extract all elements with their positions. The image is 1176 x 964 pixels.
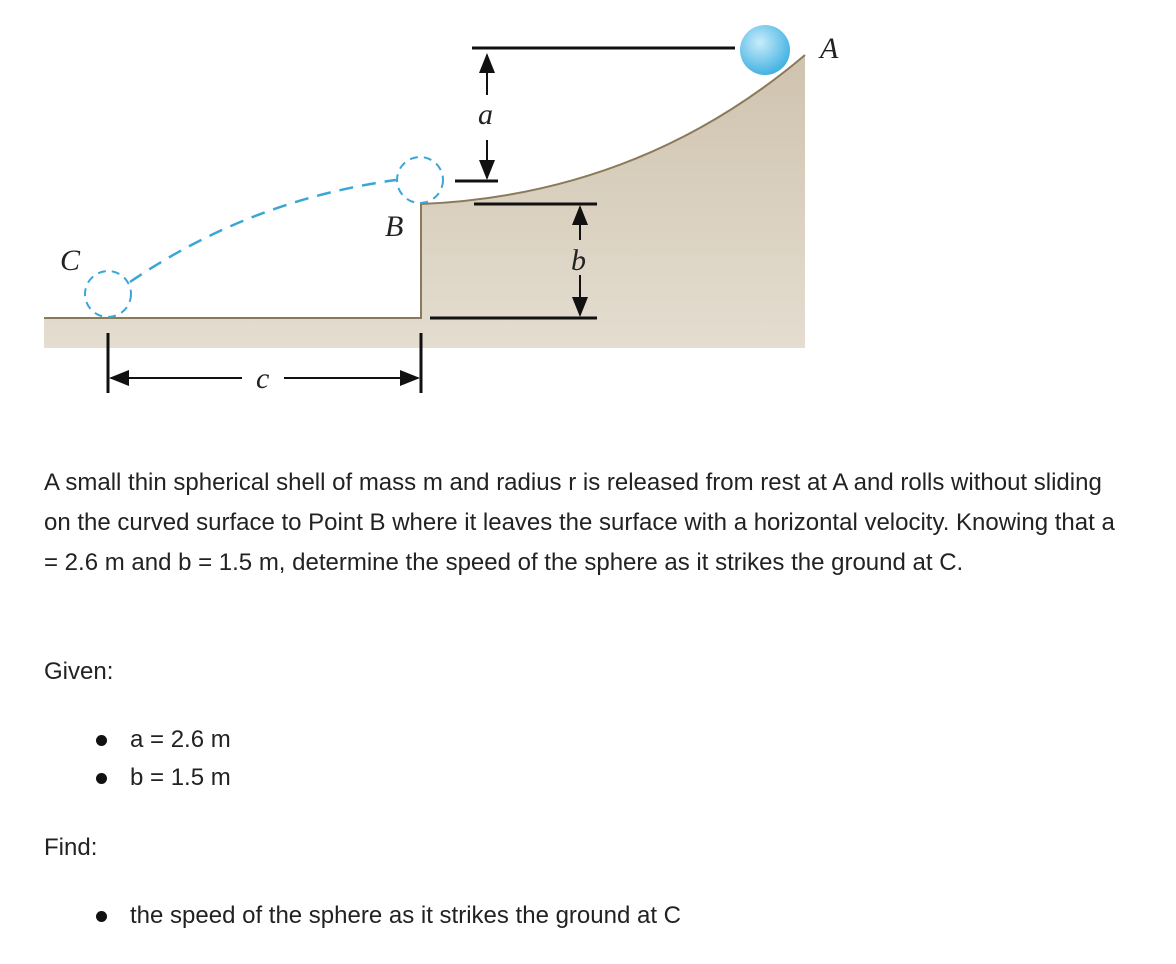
given-heading: Given: [44, 658, 114, 685]
given-list [88, 721, 231, 797]
label-c-dimension: c [256, 362, 270, 395]
find-heading: Find: [44, 834, 98, 861]
label-b-dimension: b [571, 244, 586, 277]
label-c-point: C [60, 244, 81, 277]
sphere-c-ghost [85, 271, 131, 317]
trajectory [130, 180, 396, 282]
sphere-a [740, 25, 790, 75]
list-item: the speed of the sphere as it strikes the ground at C [88, 897, 681, 935]
label-a-dimension: a [478, 98, 493, 131]
projectile-diagram [0, 0, 1176, 420]
problem-statement: A small thin spherical shell of mass m and radius r is released from rest at A and rolls without sliding on the curved surface to Point B where it leaves the surface with a horizontal velocity. Knowing that a = 2.6 m and b = 1.5 m, determine the speed of the sphere as it strikes the ground at C. [44, 469, 1115, 576]
label-b-point: B [385, 210, 404, 243]
find-list [88, 897, 681, 935]
list-item: b = 1.5 m [88, 759, 231, 797]
list-item: a = 2.6 m [88, 721, 231, 759]
sphere-b-ghost [397, 157, 443, 203]
ground-and-ramp [44, 55, 805, 348]
label-a-point: A [820, 32, 839, 65]
